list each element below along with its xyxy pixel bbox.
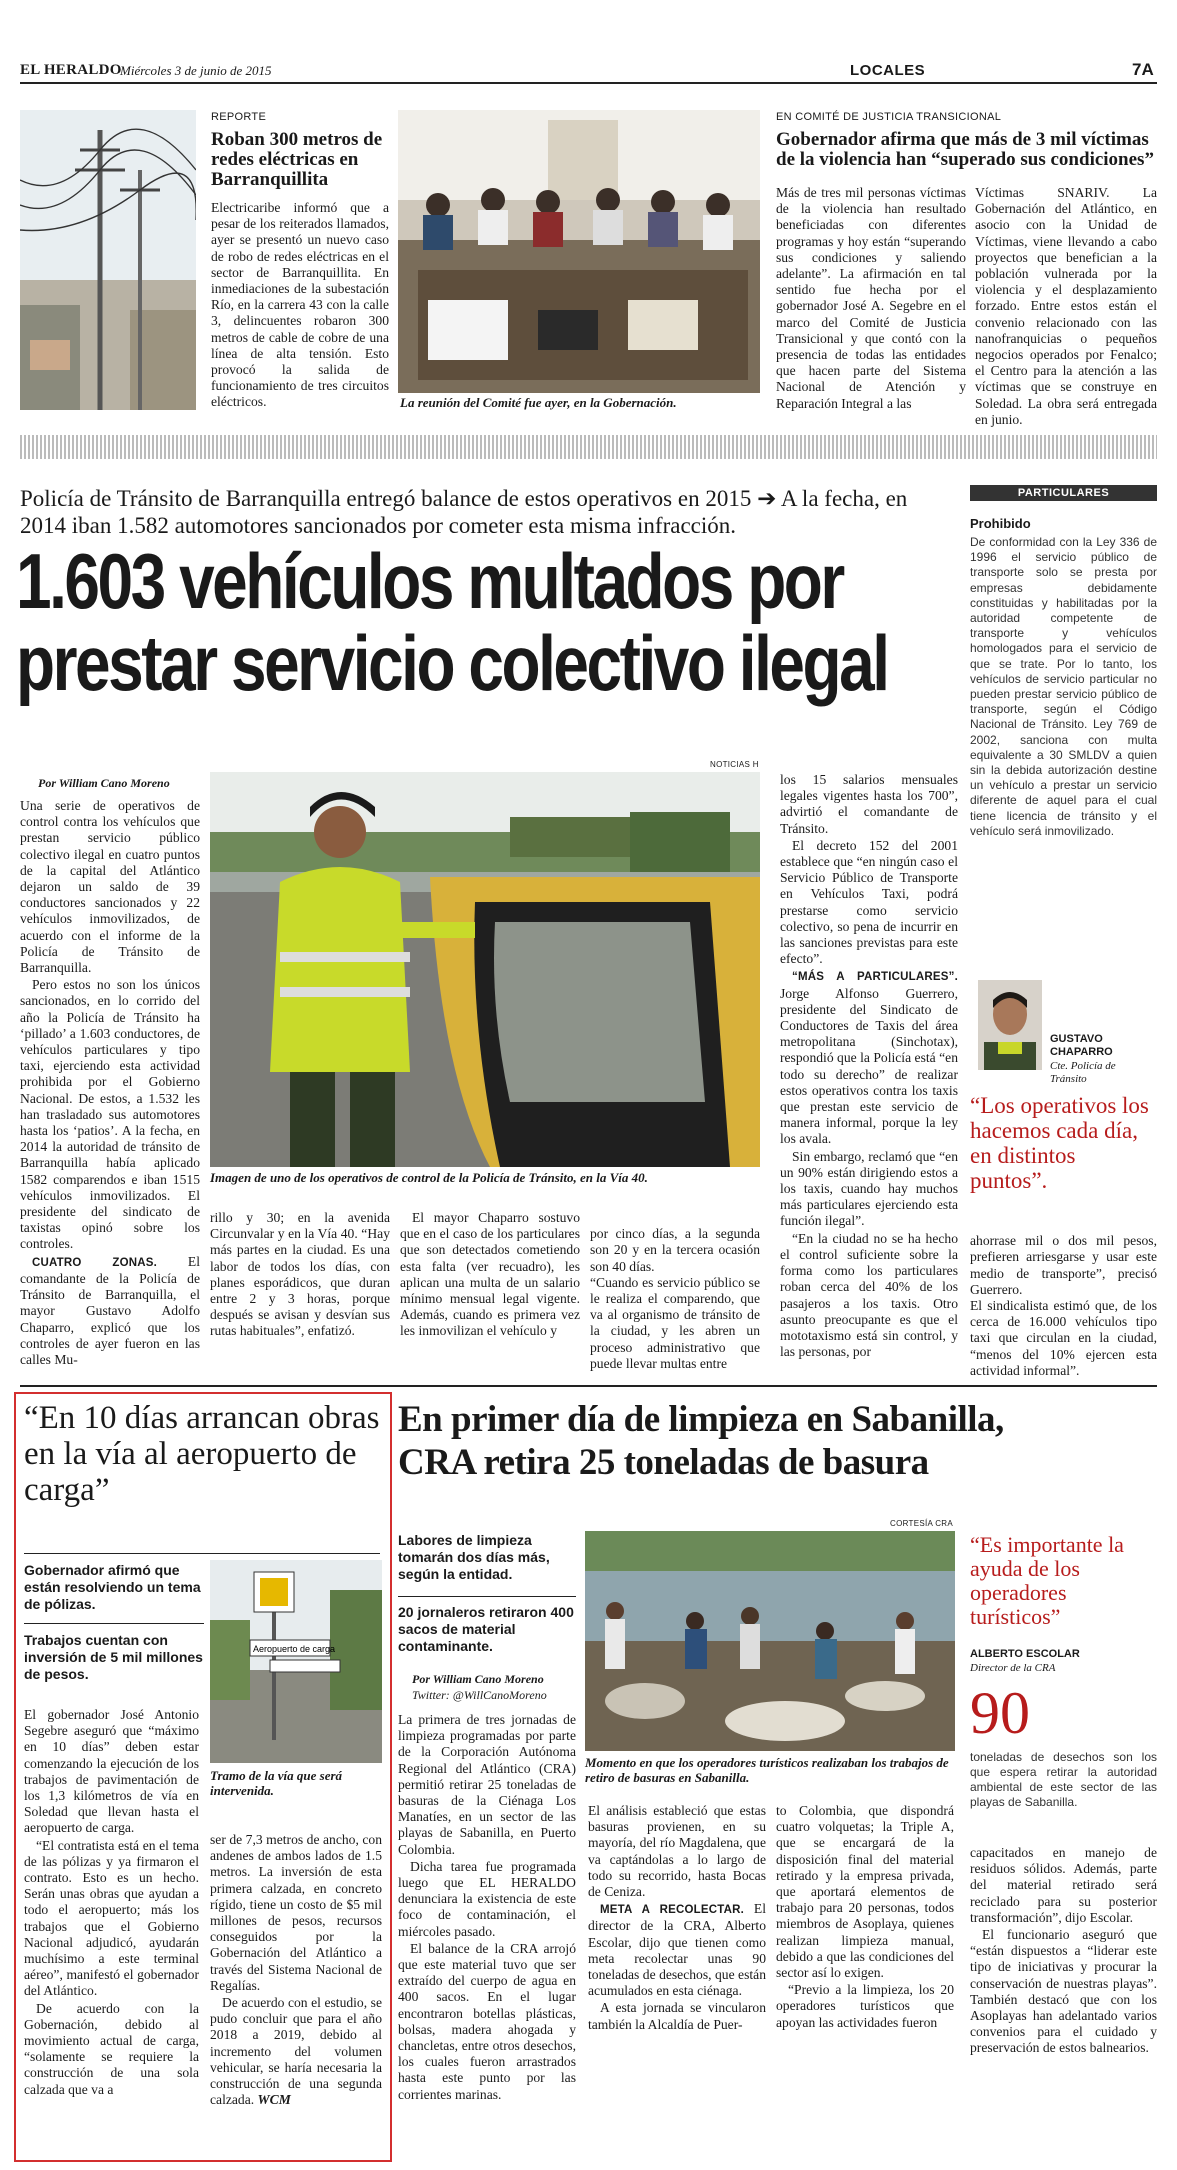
main-col-6 bbox=[970, 1217, 1157, 1396]
main-subhead-zonas: CUATRO ZONAS. bbox=[32, 1256, 158, 1269]
particulares-title: Prohibido bbox=[970, 516, 1031, 531]
escolar-name: ALBERTO ESCOLAR bbox=[970, 1648, 1080, 1660]
road-photo-caption: Tramo de la vía que será intervenida. bbox=[210, 1768, 343, 1798]
aeropuerto-paragraph-4: ser de 7,3 metros de ancho, con andenes de ambos lados de 1.5 metros. La inversión de esta primera calzada, en concreto rígido, tiene un costo de $5 mil millones de pesos, recursos conseguidos por la Gobernación del Atlántico a través del Sistema Nacional de Regalías. bbox=[210, 1832, 382, 1993]
particulares-header: PARTICULARES bbox=[970, 485, 1157, 501]
main-col-2 bbox=[210, 1210, 390, 1341]
sabanilla-paragraph-6: A esta jornada se vincularon también la Alcaldía de Puer- bbox=[588, 2000, 766, 2032]
section-divider bbox=[20, 435, 1157, 459]
chaparro-quote: “Los operativos los hacemos cada día, en distintos puntos”. bbox=[970, 1093, 1149, 1193]
chaparro-role: Cte. Policía de Tránsito bbox=[1050, 1060, 1116, 1085]
masthead bbox=[20, 60, 1157, 82]
sabanilla-paragraph-2: Dicha tarea fue programada luego que EL HERALDO denunciara la existencia de este foco de contaminación, el miércoles pasado. bbox=[398, 1858, 576, 1939]
committee-photo-caption: La reunión del Comité fue ayer, en la Gobernación. bbox=[400, 395, 677, 410]
sabanilla-col-4 bbox=[970, 1845, 1157, 2058]
sabanilla-col-2 bbox=[588, 1803, 766, 2034]
traffic-photo-caption: Imagen de uno de los operativos de control de la Policía de Tránsito, en la Vía 40. bbox=[210, 1170, 648, 1185]
aeropuerto-signature: WCM bbox=[257, 2092, 291, 2108]
sabanilla-col-1 bbox=[398, 1712, 576, 2104]
aeropuerto-col-1 bbox=[24, 1707, 199, 2099]
sabanilla-paragraph-7: to Colombia, que dispondrá cuatro volquetas; la Triple A, que se encargará de la disposición final del material retirado y la empresa privada, que aportará elementos de trabajo para 20 personas, todos miembros de Asoplaya, quienes realizan limpieza manual, debido a que las condiciones del sector así lo exigen. bbox=[776, 1803, 954, 1981]
aeropuerto-paragraph-5: De acuerdo con el estudio, se pudo concluir que para el año 2018 a 2019, debido al incremento del volumen vehicular, se haría necesaria la construcción de una segunda calzada. WCM bbox=[210, 1995, 382, 2108]
comite-col-2 bbox=[975, 185, 1157, 429]
paper-name: EL HERALDO bbox=[20, 62, 122, 78]
sabanilla-subhead-2: 20 jornaleros retiraron 400 sacos de material contaminante. bbox=[398, 1604, 574, 1654]
aeropuerto-rule-1 bbox=[24, 1553, 380, 1554]
sabanilla-subhead-1: Labores de limpieza tomarán dos días más, según la entidad. bbox=[398, 1532, 550, 1582]
main-col-4 bbox=[590, 1210, 760, 1389]
main-paragraph-12: ahorrase mil o dos mil pesos, prefieren arriesgarse y usar este medio de transporte”, precisó Guerrero. El sindicalista estimó que, de los cerca de 16.000 vehículos tipo taxi que circulan en la ciudad, “menos del 10% ejercen esta actividad informal”. bbox=[970, 1233, 1157, 1378]
traffic-operation-photo bbox=[210, 772, 760, 1167]
aeropuerto-title: “En 10 días arrancan obras en la vía al aeropuerto de carga” bbox=[24, 1400, 380, 1508]
aeropuerto-paragraph-3: De acuerdo con la Gobernación, debido al movimiento actual de carga, “solamente se requiere la construcción de una sola calzada que va a bbox=[24, 2000, 199, 2097]
robo-kicker: REPORTE bbox=[211, 111, 267, 123]
sabanilla-paragraph-9: capacitados en manejo de residuos sólidos. Además, parte del material retirado será reciclado para su posterior transformación”, dijo Escolar. bbox=[970, 1845, 1157, 1925]
main-paragraph-2: Pero estos no son los únicos sancionados, en lo corrido del año la Policía de Tránsito ha ‘pillado’ a 1.603 conductores, de vehículos particulares y tipo taxi, ejerciendo esta actividad prohibida por el Gobierno Nacional. De estos, a 1.532 les han trasladado sus automotores hasta los ‘patios’. A la fecha, en 2014 la autoridad de tránsito de Barranquilla había aplicado 1582 comparendos e iban 1515 vehículos inmovilizados. El presidente del sindicato de taxistas opinó sobre los controles. bbox=[20, 977, 200, 1252]
masthead-rule bbox=[20, 82, 1157, 84]
main-paragraph-5: El mayor Chaparro sostuvo que en el caso de los particulares que son detectados cometiendo esta falta (ver recuadro), les aplican una multa de un salario mínimo mensual legal vigente. Además, cuando es primera vez les inmovilizan el vehículo y bbox=[400, 1210, 580, 1339]
road-sign-photo bbox=[210, 1560, 382, 1763]
sabanilla-twitter: Twitter: @WillCanoMoreno bbox=[412, 1688, 547, 1702]
comite-col-1 bbox=[776, 185, 966, 413]
sabanilla-paragraph-5: El director de la CRA, Alberto Escolar, dijo que tienen como meta recolectar unas 90 toneladas de desechos, que están acumulados en esta ciénaga. bbox=[588, 1901, 766, 1999]
particulares-body: De conformidad con la Ley 336 de 1996 el servicio público de transporte solo se presta por empresas debidamente constituidas y habilitadas por la autoridad competente de transporte y vehículos homologados para el servicio de que se trate. Por lo tanto, los vehículos de servicio particular no pueden prestar servicio público de transporte, según el Código Nacional de Tránsito. Ley 769 de 2002, sanciona con multa equivalente a 30 SMLDV a quien sin la debida autorización destine un vehículo a prestar un servicio diferente de aquel para el cual tiene licencia de tránsito y el vehículo será inmovilizado. bbox=[970, 535, 1157, 838]
comite-kicker: EN COMITÉ DE JUSTICIA TRANSICIONAL bbox=[776, 111, 1002, 123]
robo-body bbox=[211, 200, 389, 412]
main-col-5 bbox=[780, 772, 958, 1361]
main-paragraph-11: “En la ciudad no se ha hecho el control suficiente sobre la forma como los particulares roban cerca del 40% de los pasajeros a los taxis. Otro asunto preocupante es que el mototaxismo está sin control, y las personas, por bbox=[780, 1230, 958, 1360]
main-paragraph-1: Una serie de operativos de control contra los vehículos que prestan servicio público colectivo ilegal en cuatro puntos de la capital del Atlántico dejaron un saldo de 39 conductores sancionados y 22 vehículos inmovilizados, de acuerdo con el informe de la Policía de Tránsito de Barranquilla. bbox=[20, 798, 200, 976]
chaparro-portrait bbox=[978, 980, 1042, 1070]
aeropuerto-paragraph-1: El gobernador José Antonio Segebre aseguró que “máximo en 10 días” deben estar comenzando la ejecución de los trabajos de pavimentación de los 1,3 kilómetros de vía en Soledad que llevan hasta el aeropuerto de carga. bbox=[24, 1707, 199, 1836]
sabanilla-subhead-meta: META A RECOLECTAR. bbox=[600, 1904, 744, 1917]
main-paragraph-8: El decreto 152 del 2001 establece que “en ningún caso el Servicio Público de Transporte en Vehículos Taxi, podrá prestarse como servicio colectivo, so pena de incurrir en las sanciones previstas para este efecto”. bbox=[780, 837, 958, 967]
aeropuerto-rule-2 bbox=[24, 1623, 204, 1624]
sabanilla-headline-line-2: CRA retira 25 toneladas de basura bbox=[398, 1442, 929, 1483]
sabanilla-paragraph-4: El análisis estableció que estas basuras provienen, en su mayoría, del río Magdalena, que va captándolas a lo largo de todo su recorrido, hasta Bocas de Ceniza. bbox=[588, 1803, 766, 1900]
main-subhead-particulares: “MÁS A PARTICULARES”. bbox=[792, 971, 958, 984]
sabanilla-photo-credit: CORTESÍA CRA bbox=[890, 1519, 954, 1528]
escolar-role: Director de la CRA bbox=[970, 1662, 1056, 1674]
escolar-quote: “Es importante la ayuda de los operadores turísticos” bbox=[970, 1532, 1124, 1629]
sabanilla-paragraph-10: El funcionario aseguró que “están dispuestos a “liderar este tipo de iniciativas y procurar la conservación de nuestras playas”. También destacó que con los Asoplayas han adelantado varios convenios para el cuidado y preservación de estos balnearios. bbox=[970, 1927, 1157, 2056]
main-col-3 bbox=[400, 1210, 580, 1341]
issue-date: Miércoles 3 de junio de 2015 bbox=[120, 63, 272, 78]
chaparro-name: GUSTAVO CHAPARRO bbox=[1050, 1033, 1113, 1058]
beach-photo-caption: Momento en que los operadores turísticos realizaban los trabajos de retiro de basuras en Sabanilla. bbox=[585, 1755, 949, 1785]
main-paragraph-7: los 15 salarios mensuales legales vigentes hasta los 700”, advirtió el comandante de Tránsito. bbox=[780, 772, 958, 836]
sabanilla-byline: Por William Cano Moreno bbox=[412, 1672, 544, 1686]
main-deck: Policía de Tránsito de Barranquilla entregó balance de estos operativos en 2015 ➔ A la fecha, en 2014 iban 1.582 automotores sancionados por cometer esta misma infracción. bbox=[20, 486, 908, 538]
bottom-section-rule bbox=[20, 1385, 1157, 1387]
sabanilla-paragraph-8: “Previo a la limpieza, los 20 operadores turísticos que apoyan las actividades fueron bbox=[776, 1982, 954, 2030]
section-name: LOCALES bbox=[850, 62, 926, 79]
sabanilla-col-3 bbox=[776, 1803, 954, 2032]
main-paragraph-4: rillo y 30; en la avenida Circunvalar y en la Vía 40. “Hay más partes en la ciudad. Es una labor de todos los días, con planes esporádicos, que duran entre 2 y 3 horas, porque después se avisan y desvían sus rutas habituales”, enfatizó. bbox=[210, 1210, 390, 1339]
sabanilla-paragraph-1: La primera de tres jornadas de limpieza programadas por parte de la Corporación Autónoma Regional del Atlántico (CRA) permitió retirar 25 toneladas de basuras de la Ciénaga Los Manatíes, en un sector de las playas de Sabanilla, en Puerto Colombia. bbox=[398, 1712, 576, 1857]
sabanilla-rule bbox=[398, 1596, 576, 1597]
committee-photo bbox=[398, 110, 760, 393]
beach-cleanup-photo bbox=[585, 1531, 955, 1751]
stat-text: toneladas de desechos son los que espera retirar la autoridad ambiental de este sector de las playas de Sabanilla. bbox=[970, 1750, 1157, 1809]
robo-paragraph: Electricaribe informó que a pesar de los reiterados llamados, ayer se presentó un nuevo caso de robo de redes eléctricas en el sector de Barranquillita. En inmediaciones de la subestación Río, en la carrera 43 con la calle 3, delincuentes robaron 300 metros de cable de cobre de una línea de alta tensión. Esto provocó la salida de funcionamiento de tres circuitos eléctricos. bbox=[211, 200, 389, 410]
sabanilla-headline-line-1: En primer día de limpieza en Sabanilla, bbox=[398, 1399, 1004, 1440]
robo-title: Roban 300 metros de redes eléctricas en Barranquillita bbox=[211, 129, 383, 190]
main-byline: Por William Cano Moreno bbox=[38, 776, 170, 790]
main-photo-credit: NOTICIAS H bbox=[710, 760, 759, 769]
main-paragraph-6: por cinco días, a la segunda son 20 y en la tercera ocasión son 40 días. “Cuando es servicio público se le realiza el comparendo, que va al organismo de tránsito de la ciudad, y les abren un proceso administrativo que puede llevar multas entre bbox=[590, 1226, 760, 1371]
main-col-1 bbox=[20, 798, 200, 1369]
comite-title: Gobernador afirma que más de 3 mil víctimas de la violencia han “superado sus condiciones” bbox=[776, 129, 1154, 170]
road-sign-label: Aeropuerto de carga bbox=[253, 1644, 336, 1654]
power-lines-photo bbox=[20, 110, 196, 410]
main-paragraph-10: Sin embargo, reclamó que “en un 90% están dirigiendo estos a los taxis, cuando hay muchos más particulares ejerciendo esta función ilegal”. bbox=[780, 1148, 958, 1229]
aeropuerto-subhead-2: Trabajos cuentan con inversión de 5 mil millones de pesos. bbox=[24, 1632, 203, 1682]
main-paragraph-9: Jorge Alfonso Guerrero, presidente del Sindicato de Conductores de Taxis del área metropolitana (Sinchotax), respondió que la Policía está “en todo su derecho” de realizar estos operativos contra los taxis que prestan este servicio de manera informal, porque la ley los avala. bbox=[780, 985, 958, 1147]
aeropuerto-subhead-1: Gobernador afirmó que están resolviendo un tema de pólizas. bbox=[24, 1562, 201, 1612]
main-headline-line-2: prestar servicio colectivo ilegal bbox=[16, 619, 888, 707]
page-number: 7A bbox=[1132, 60, 1154, 79]
comite-paragraph-1: Más de tres mil personas víctimas de la violencia han resultado beneficiadas con diferentes programas y hoy están “superando sus condiciones y saliendo adelante”. La afirmación en tal sentido fue hecha por el gobernador José A. Segebre en el marco del Comité de Justicia Transicional y que contó con la presencia de todas las entidades que hacen parte del Sistema Nacional de Atención y Reparación Integral a las bbox=[776, 185, 966, 411]
sabanilla-paragraph-3: El balance de la CRA arrojó que este material tuvo que ser extraído del cuerpo de agua en 400 sacos. En el lugar encontraron botellas plásticas, bolsas, madera ahogada y chancletas, entre otros desechos, los cuales fueron arrastrados hasta este punto por las corrientes marinas. bbox=[398, 1940, 576, 2102]
main-headline-line-1: 1.603 vehículos multados por bbox=[16, 537, 843, 625]
stat-number: 90 bbox=[970, 1680, 1030, 1746]
main-paragraph-3: El comandante de la Policía de Tránsito de Barranquilla, el mayor Gustavo Adolfo Chaparro, explicó que los controles de ayer fueron en las calles Mu- bbox=[20, 1253, 200, 1367]
aeropuerto-col-2 bbox=[210, 1832, 382, 2109]
comite-paragraph-2: Víctimas SNARIV. La Gobernación del Atlántico, en asocio con la Unidad de Víctimas, viene llevando a cabo proyectos que benefician a la población vulnerada por la violencia y el desplazamiento forzado. Entre estos están el convenio relacionado con las nanofranquicias o pequeños negocios operados por Fenalco; el Centro para la atención a las víctimas que se construye en Soledad. La obra será entregada en junio. bbox=[975, 185, 1157, 427]
aeropuerto-paragraph-2: “El contratista está en el tema de las pólizas y ya firmaron el contrato. Esto es un hecho. Serán unas obras que ayudan a todo el aeropuerto; más los trabajos que el Gobierno Nacional adjudicó, ayudarán muchísimo a este terminal aéreo”, manifestó el gobernador del Atlántico. bbox=[24, 1837, 199, 1999]
